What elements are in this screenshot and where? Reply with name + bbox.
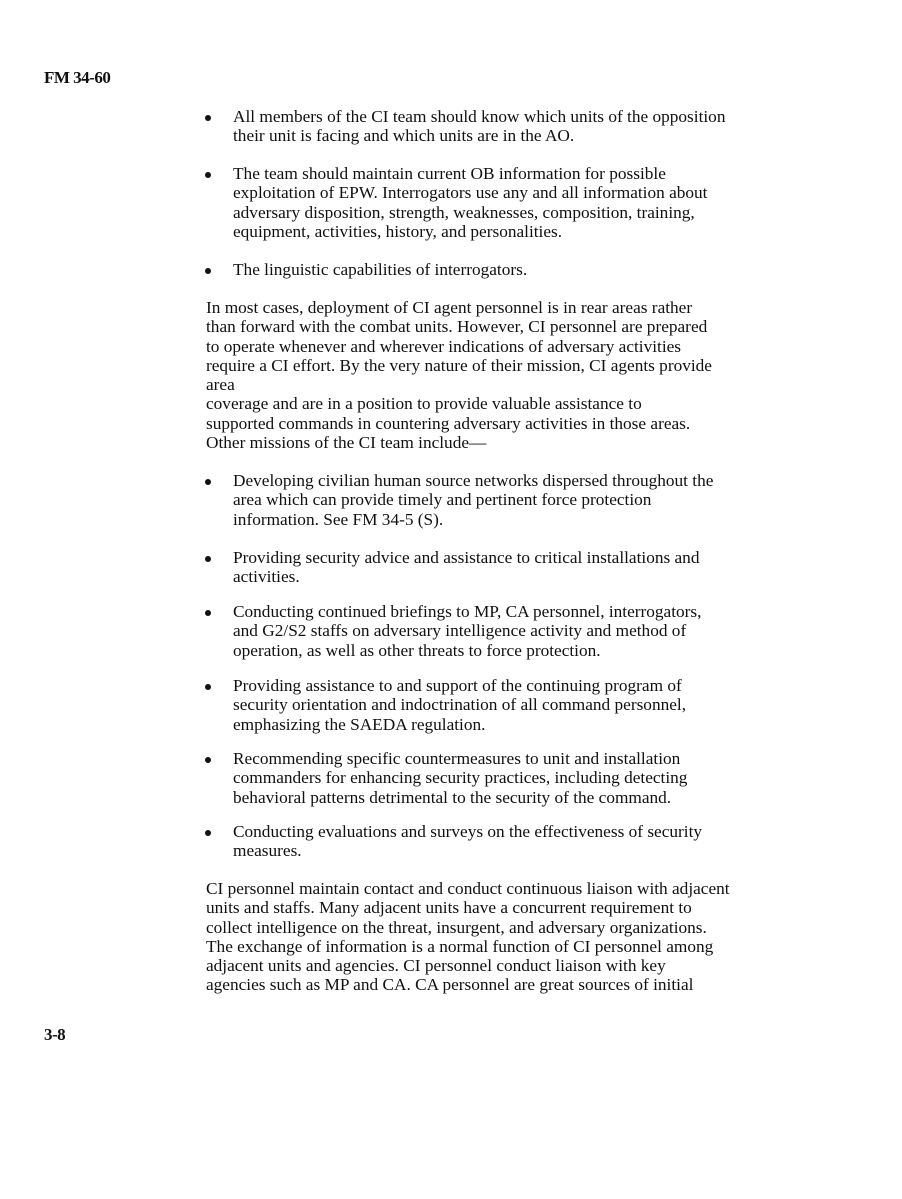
text-line: The exchange of information is a normal function of CI personnel among bbox=[206, 936, 714, 956]
list-item bbox=[233, 260, 527, 279]
text-line: information. See FM 34-5 (S). bbox=[233, 509, 444, 529]
list-item bbox=[233, 602, 701, 660]
text-line: adjacent units and agencies. CI personnel conduct liaison with key bbox=[206, 956, 666, 976]
text-line: Providing assistance to and support of the continuing program of bbox=[233, 676, 682, 695]
text-line: measures. bbox=[233, 841, 302, 861]
paragraph-ci-liaison bbox=[206, 879, 730, 995]
text-line: Recommending specific countermeasures to unit and installation bbox=[233, 749, 681, 768]
list-item bbox=[233, 548, 699, 587]
text-line: agencies such as MP and CA. CA personnel are great sources of initial bbox=[206, 975, 694, 995]
text-line: commanders for enhancing security practices, including detecting bbox=[233, 768, 688, 788]
paragraph-ci-deployment bbox=[206, 298, 712, 452]
list-item bbox=[233, 471, 713, 529]
text-line: security orientation and indoctrination of all command personnel, bbox=[233, 695, 687, 715]
text-line: exploitation of EPW. Interrogators use any and all information about bbox=[233, 183, 708, 203]
list-item bbox=[233, 822, 702, 861]
text-line: adversary disposition, strength, weaknesses, composition, training, bbox=[233, 202, 695, 222]
text-line: emphasizing the SAEDA regulation. bbox=[233, 714, 486, 734]
text-line: operation, as well as other threats to force protection. bbox=[233, 640, 601, 660]
bullet-dot bbox=[205, 830, 211, 836]
page-number: 3-8 bbox=[44, 1025, 66, 1044]
bullet-dot bbox=[205, 757, 211, 763]
text-line: and G2/S2 staffs on adversary intelligence activity and method of bbox=[233, 621, 687, 641]
text-line: units and staffs. Many adjacent units have a concurrent requirement to bbox=[206, 898, 692, 918]
text-line: Other missions of the CI team include— bbox=[206, 433, 487, 453]
text-line: than forward with the combat units. However, CI personnel are prepared bbox=[206, 317, 708, 337]
text-line: supported commands in countering adversary activities in those areas. bbox=[206, 413, 691, 433]
text-line: their unit is facing and which units are in the AO. bbox=[233, 126, 575, 146]
bullet-dot bbox=[205, 556, 211, 562]
list-item bbox=[233, 749, 687, 807]
text-line: equipment, activities, history, and personalities. bbox=[233, 221, 563, 241]
text-line: Conducting evaluations and surveys on the effectiveness of security bbox=[233, 822, 703, 841]
text-line: CI personnel maintain contact and conduct continuous liaison with adjacent bbox=[206, 879, 730, 898]
text-line: All members of the CI team should know which units of the opposition bbox=[233, 107, 726, 126]
bullet-dot bbox=[205, 172, 211, 178]
text-line: require a CI effort. By the very nature of their mission, CI agents provide bbox=[206, 355, 712, 375]
document-id-header: FM 34-60 bbox=[44, 68, 111, 87]
list-item bbox=[233, 676, 686, 734]
bullet-dot bbox=[205, 610, 211, 616]
list-item bbox=[233, 107, 725, 146]
text-line: area which can provide timely and pertinent force protection bbox=[233, 490, 652, 510]
text-line: The linguistic capabilities of interrogators. bbox=[233, 260, 528, 279]
text-line: Developing civilian human source networks dispersed throughout the bbox=[233, 471, 714, 490]
bullet-dot bbox=[205, 268, 211, 274]
text-line: The team should maintain current OB information for possible bbox=[233, 164, 666, 183]
list-item bbox=[233, 164, 707, 241]
bullet-dot bbox=[205, 479, 211, 485]
text-line: Providing security advice and assistance to critical installations and bbox=[233, 548, 700, 567]
bullet-dot bbox=[205, 115, 211, 121]
text-line: coverage and are in a position to provide valuable assistance to bbox=[206, 394, 642, 414]
text-line: activities. bbox=[233, 567, 300, 587]
text-line: collect intelligence on the threat, insurgent, and adversary organizations. bbox=[206, 917, 707, 937]
text-line: area bbox=[206, 375, 235, 395]
bullet-dot bbox=[205, 684, 211, 690]
text-line: In most cases, deployment of CI agent personnel is in rear areas rather bbox=[206, 298, 693, 317]
text-line: behavioral patterns detrimental to the security of the command. bbox=[233, 787, 672, 807]
text-line: to operate whenever and wherever indications of adversary activities bbox=[206, 336, 682, 356]
text-line: Conducting continued briefings to MP, CA personnel, interrogators, bbox=[233, 602, 702, 621]
